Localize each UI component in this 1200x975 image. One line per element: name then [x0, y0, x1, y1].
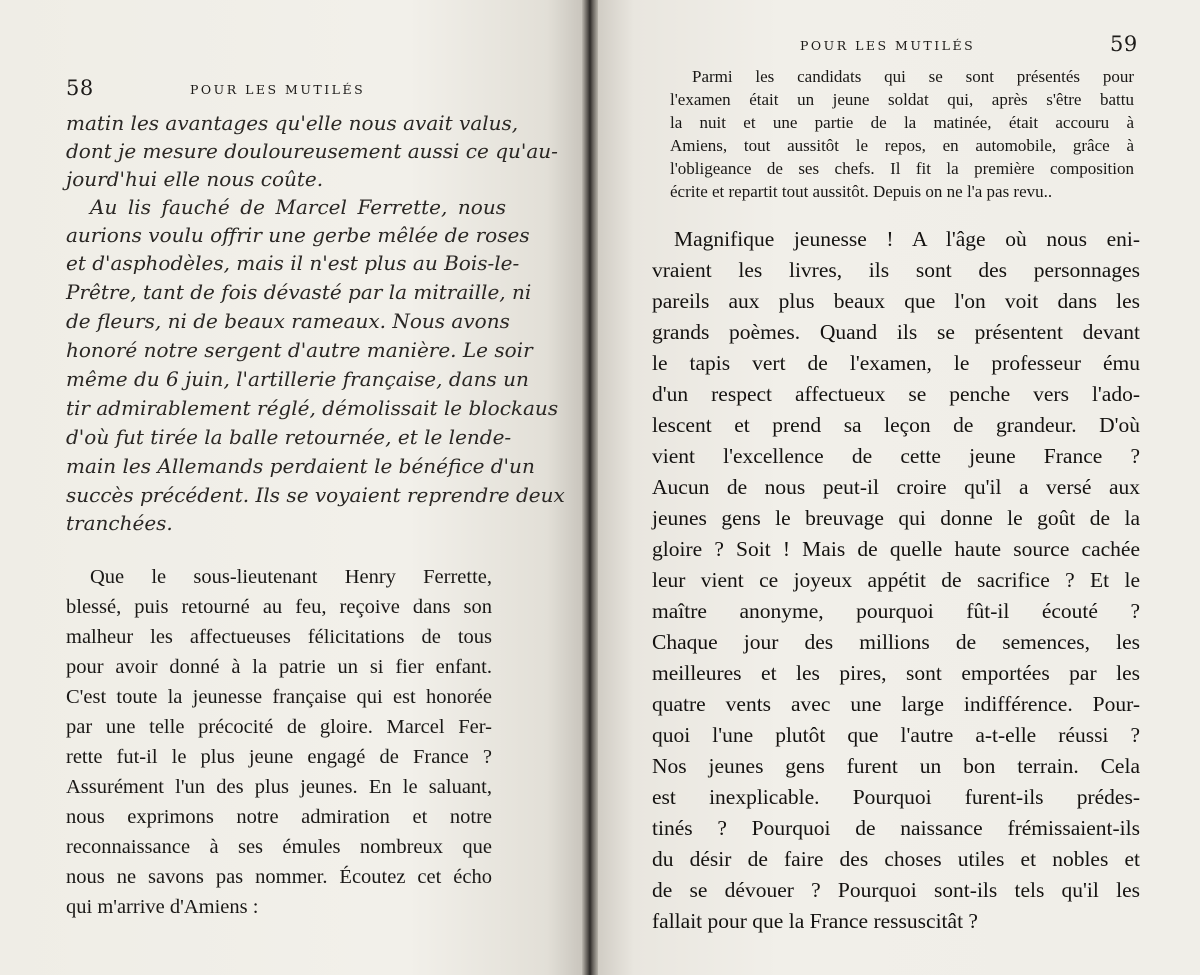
text-line: de fleurs, ni de beaux rameaux. Nous avons — [66, 309, 510, 333]
text-line: lescent et prend sa leçon de grandeur. D'où — [652, 413, 1140, 437]
text-line: tinés ? Pourquoi de naissance frémissaient-ils — [652, 816, 1140, 840]
text-line: Parmi les candidats qui se sont présentés pour — [692, 67, 1134, 86]
text-line: et d'asphodèles, mais il n'est plus au Bois-le- — [66, 251, 520, 275]
text-line: Prêtre, tant de fois dévasté par la mitraille, ni — [66, 280, 532, 304]
text-line: dont je mesure douloureusement aussi ce qu'au- — [66, 139, 558, 163]
text-line: nous ne savons pas nommer. Écoutez cet écho — [66, 866, 492, 888]
text-line: malheur les affectueuses félicitations de tous — [66, 626, 492, 648]
running-head: POUR LES MUTILÉS — [190, 82, 366, 97]
text-line: Que le sous-lieutenant Henry Ferrette, — [90, 566, 492, 588]
text-line: Aucun de nous peut-il croire qu'il a versé aux — [652, 475, 1140, 499]
text-line: Nos jeunes gens furent un bon terrain. Cela — [652, 754, 1140, 778]
text-line: aurions voulu offrir une gerbe mêlée de roses — [66, 223, 530, 247]
text-line: vraient les livres, ils sont des personnages — [652, 258, 1140, 282]
text-line: nous exprimons notre admiration et notre — [66, 806, 492, 828]
text-line: grands poèmes. Quand ils se présentent devant — [652, 320, 1140, 344]
text-line: blessé, puis retourné au feu, reçoive dans son — [66, 596, 492, 618]
text-line: d'un respect affectueux se penche vers l'ado- — [652, 382, 1140, 406]
text-line: est inexplicable. Pourquoi furent-ils prédes- — [652, 785, 1140, 809]
text-line: Chaque jour des millions de semences, les — [652, 630, 1140, 654]
text-line: Assurément l'un des plus jeunes. En le saluant, — [66, 776, 492, 798]
right-header — [598, 0, 1200, 56]
text-line: l'examen était un jeune soldat qui, après s'être battu — [670, 90, 1134, 109]
text-line: Amiens, tout aussitôt le repos, en automobile, grâce à — [670, 136, 1134, 155]
page-number: 59 — [1110, 32, 1138, 56]
text-line: de se dévouer ? Pourquoi sont-ils tels qu'il les — [652, 878, 1140, 902]
text-line: reconnaissance à ses émules nombreux que — [66, 836, 492, 858]
right-page — [598, 0, 1200, 975]
text-line: honoré notre sergent d'autre manière. Le soir — [66, 338, 533, 362]
text-line: jourd'hui elle nous coûte. — [66, 167, 324, 191]
text-line: Magnifique jeunesse ! A l'âge où nous eni- — [674, 227, 1140, 251]
running-head: POUR LES MUTILÉS — [800, 38, 976, 53]
text-line: par une telle précocité de gloire. Marcel Fer- — [66, 716, 492, 738]
page-number: 58 — [66, 76, 94, 100]
text-line: l'obligeance de ses chefs. Il fit la première composition — [670, 159, 1134, 178]
text-line: jeunes gens le breuvage qui donne le goût de la — [652, 506, 1140, 530]
book-gutter — [582, 0, 598, 975]
text-line: la nuit et une partie de la matinée, était accouru à — [670, 113, 1134, 132]
text-line: pareils aux plus beaux que l'on voit dans les — [652, 289, 1140, 313]
text-line: fallait pour que la France ressuscitât ? — [652, 909, 978, 933]
text-line: même du 6 juin, l'artillerie française, dans un — [66, 367, 529, 391]
text-line: tranchées. — [66, 511, 173, 535]
text-line: Au lis fauché de Marcel Ferrette, nous — [90, 195, 506, 219]
text-line: leur vient ce joyeux appétit de sacrifice ? Et le — [652, 568, 1140, 592]
text-line: meilleures et les pires, sont emportées par les — [652, 661, 1140, 685]
text-line: main les Allemands perdaient le bénéfice d'un — [66, 454, 535, 478]
text-line: tir admirablement réglé, démolissait le blockaus — [66, 396, 559, 420]
text-line: vient l'excellence de cette jeune France ? — [652, 444, 1140, 468]
text-line: matin les avantages qu'elle nous avait valus, — [66, 111, 519, 135]
text-line: rette fut-il le plus jeune engagé de France ? — [66, 746, 492, 768]
text-line: qui m'arrive d'Amiens : — [66, 896, 259, 918]
text-line: succès précédent. Ils se voyaient reprendre deux — [66, 483, 565, 507]
text-line: quoi l'une plutôt que l'autre a-t-elle réussi ? — [652, 723, 1140, 747]
left-page — [0, 0, 582, 975]
left-header — [0, 0, 582, 100]
text-line: le tapis vert de l'examen, le professeur ému — [652, 351, 1140, 375]
text-line: du désir de faire des choses utiles et nobles et — [652, 847, 1140, 871]
text-line: écrite et repartit tout aussitôt. Depuis on ne l'a pas revu.. — [670, 182, 1053, 201]
text-line: maître anonyme, pourquoi fût-il écouté ? — [652, 599, 1140, 623]
text-line: pour avoir donné à la patrie un si fier enfant. — [66, 656, 492, 678]
text-line: C'est toute la jeunesse française qui est honorée — [66, 686, 492, 708]
text-line: d'où fut tirée la balle retournée, et le lende- — [66, 425, 512, 449]
text-line: quatre vents avec une large indifférence. Pour- — [652, 692, 1140, 716]
text-line: gloire ? Soit ! Mais de quelle haute source cachée — [652, 537, 1140, 561]
